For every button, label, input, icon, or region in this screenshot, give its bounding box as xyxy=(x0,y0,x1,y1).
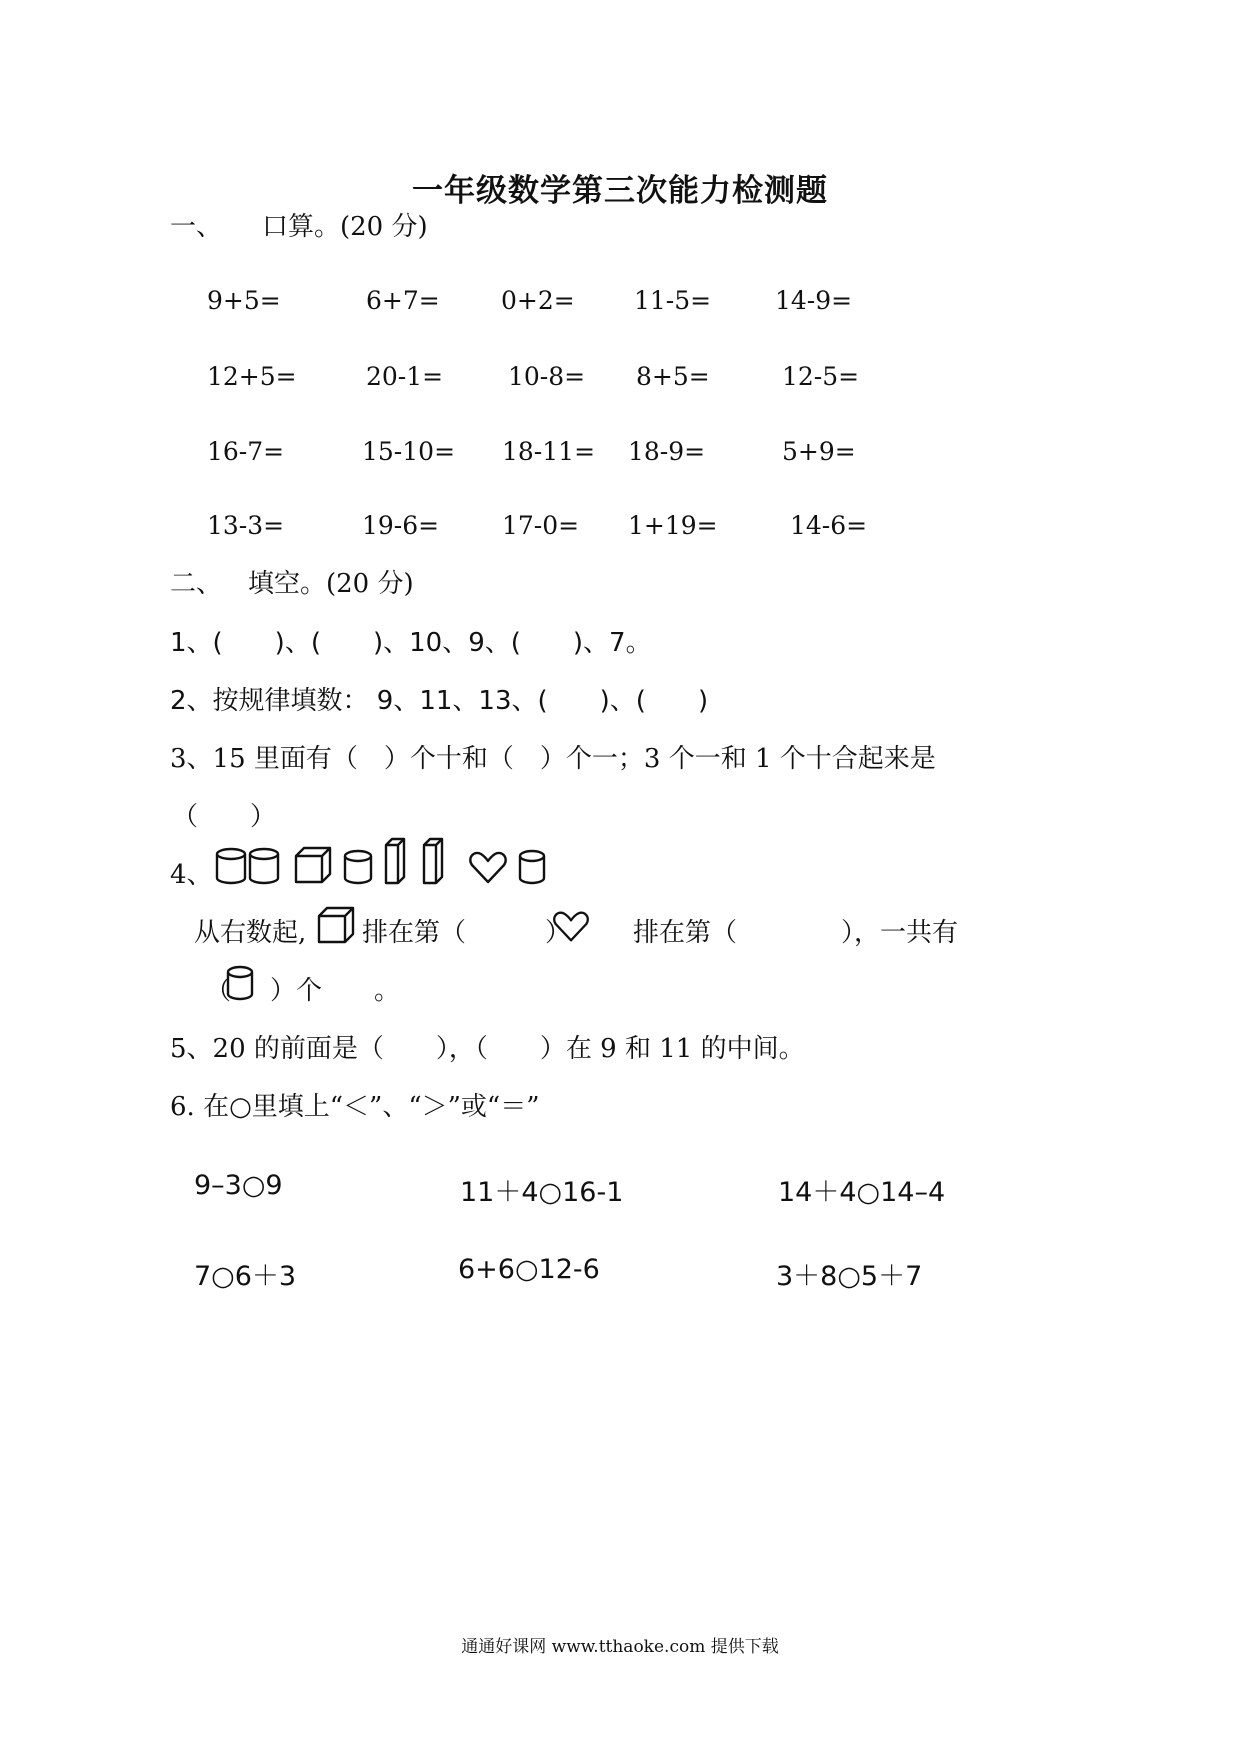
cylinder-icon xyxy=(214,847,248,885)
heart-icon xyxy=(468,851,508,885)
section1-number: 一、 xyxy=(170,212,223,242)
oral-problem: 8+5= xyxy=(636,362,710,391)
oral-problem: 1+19= xyxy=(628,511,718,540)
comparison-problem: 6+6○12-6 xyxy=(458,1254,600,1285)
cube-icon xyxy=(316,905,356,945)
oral-problem: 13-3= xyxy=(207,511,285,540)
section2-number: 二、 xyxy=(170,569,223,599)
page-title: 一年级数学第三次能力检测题 xyxy=(412,173,828,209)
question-5: 5、20 的前面是（ ），（ ）在 9 和 11 的中间。 xyxy=(170,1034,805,1064)
section2-heading xyxy=(170,563,414,600)
oral-problem: 14-9= xyxy=(775,286,853,315)
question-1: 1、( )、( )、10、9、( )、7。 xyxy=(170,628,652,658)
comparison-problem: 3＋8○5＋7 xyxy=(776,1261,923,1292)
oral-problem: 12+5= xyxy=(207,362,297,391)
oral-problem: 17-0= xyxy=(502,511,580,540)
oral-problem: 16-7= xyxy=(207,437,285,466)
cylinder-icon xyxy=(247,847,281,885)
comparison-problem: 11＋4○16-1 xyxy=(460,1177,624,1208)
question-4-line3-start: （ xyxy=(205,976,232,1006)
oral-problem: 14-6= xyxy=(790,511,868,540)
question-4-cube-position: 排在第（ xyxy=(362,918,467,948)
question-3-line2: （ ） xyxy=(172,802,277,832)
oral-problem: 18-11= xyxy=(502,437,596,466)
question-2: 2、按规律填数： 9、11、13、( )、( ) xyxy=(170,686,709,716)
heart-icon xyxy=(552,910,590,944)
oral-problem: 12-5= xyxy=(782,362,860,391)
oral-problem: 0+2= xyxy=(501,286,575,315)
footer-text: 通通好课网 www.tthaoke.com 提供下载 xyxy=(461,1637,779,1657)
cube-icon xyxy=(293,845,333,885)
comparison-problem: 14＋4○14–4 xyxy=(778,1177,946,1208)
question-6-instruction: 6. 在○里填上“＜”、“＞”或“＝” xyxy=(170,1092,540,1122)
question-4-heart-position: 排在第（ ），一共有 xyxy=(633,918,959,948)
oral-problem: 18-9= xyxy=(628,437,706,466)
cylinder-icon xyxy=(517,849,547,885)
oral-problem: 15-10= xyxy=(362,437,456,466)
cuboid-icon xyxy=(421,836,445,886)
oral-problem: 10-8= xyxy=(508,362,586,391)
comparison-problem: 7○6＋3 xyxy=(194,1261,297,1292)
oral-problem: 6+7= xyxy=(366,286,440,315)
question-4-number: 4、 xyxy=(170,860,213,890)
oral-problem: 11-5= xyxy=(634,286,712,315)
cylinder-icon xyxy=(225,965,255,1001)
question-3-line1: 3、15 里面有（ ）个十和（ ）个一；3 个一和 1 个十合起来是 xyxy=(170,744,936,774)
section1-title: 口算。(20 分) xyxy=(262,212,428,242)
section2-title: 填空。(20 分) xyxy=(248,569,414,599)
question-4-line2-start: 从右数起, xyxy=(194,918,307,948)
oral-problem: 19-6= xyxy=(362,511,440,540)
section1-heading xyxy=(170,206,428,243)
comparison-problem: 9–3○9 xyxy=(194,1170,283,1201)
oral-problem: 20-1= xyxy=(366,362,444,391)
question-4-line3-end: ）个 。 xyxy=(270,976,401,1006)
question-4-close-paren: ） xyxy=(545,918,572,948)
oral-problem: 5+9= xyxy=(782,437,856,466)
oral-problem: 9+5= xyxy=(207,286,281,315)
cylinder-icon xyxy=(342,849,374,885)
cuboid-icon xyxy=(383,836,407,886)
